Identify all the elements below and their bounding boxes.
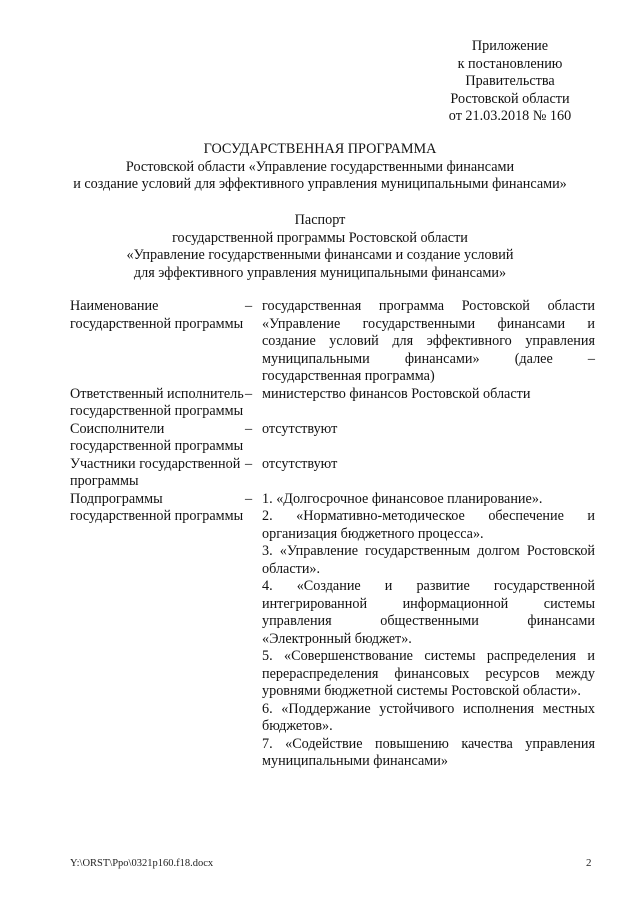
annex-line: Ростовской области	[450, 90, 570, 107]
footer-page-number: 2	[586, 857, 592, 869]
row-label: Участники государственной программы	[70, 455, 241, 489]
program-title-line: и создание условий для эффективного управления муниципальными финансами»	[73, 176, 567, 192]
passport-row-coexecutors	[70, 421, 595, 456]
program-title-line: ГОСУДАРСТВЕННАЯ ПРОГРАММА	[203, 141, 437, 157]
row-value: министерство финансов Ростовской области	[262, 385, 531, 402]
row-label: Подпрограммы государственной программы	[70, 490, 244, 524]
row-dash: –	[245, 385, 253, 402]
footer-file-path: Y:\ORST\Ppo\0321p160.f18.docx	[70, 858, 214, 869]
passport-title-line: для эффективного управления муниципальными финансами»	[133, 264, 507, 281]
row-value: отсутствуют	[262, 455, 338, 472]
passport-row-responsible	[70, 386, 595, 421]
subprogram-item: 2. «Нормативно-методическое обеспечение и организация бюджетного процесса».	[262, 508, 595, 542]
passport-title-line: Паспорт	[294, 212, 346, 228]
annex-line: Правительства	[465, 73, 555, 89]
program-title-line: Ростовской области «Управление государственными финансами	[125, 158, 515, 175]
passport-title	[40, 212, 600, 282]
passport-title-line: государственной программы Ростовской области	[172, 229, 468, 246]
row-value: отсутствуют	[262, 420, 338, 437]
annex-line: Приложение	[471, 38, 549, 54]
row-dash: –	[245, 298, 253, 314]
subprogram-item: 6. «Поддержание устойчивого исполнения местных бюджетов».	[262, 700, 595, 734]
row-dash: –	[245, 420, 253, 437]
row-dash: –	[245, 490, 253, 507]
subprogram-item: 5. «Совершенствование системы распределения и перераспределения финансовых ресурсов между уровнями бюджетной системы Ростовской области».	[262, 648, 595, 699]
passport-row-name	[70, 298, 595, 386]
subprogram-item: 7. «Содействие повышению качества управления муниципальными финансами»	[262, 735, 595, 769]
annex-block	[405, 38, 615, 126]
passport-row-subprograms	[70, 491, 595, 771]
row-dash: –	[245, 455, 253, 472]
annex-line: от 21.03.2018 № 160	[448, 108, 572, 124]
subprogram-item: 4. «Создание и развитие государственной интегрированной информационной системы управления общественными финансами «Электронный бюджет».	[262, 578, 595, 647]
row-label: Наименование государственной программы	[70, 298, 244, 332]
row-value: государственная программа Ростовской области «Управление государственными финансами и создание условий для эффективного управления муниципальными финансами» (далее – государственная программа)	[262, 298, 595, 384]
row-label: Соисполнители государственной программы	[70, 420, 244, 454]
passport-table	[70, 298, 595, 771]
annex-line: к постановлению	[457, 55, 563, 72]
passport-title-line: «Управление государственными финансами и создание условий	[126, 247, 514, 263]
subprogram-item: 1. «Долгосрочное финансовое планирование».	[262, 490, 543, 507]
subprogram-list	[262, 491, 595, 771]
subprogram-item: 3. «Управление государственным долгом Ростовской области».	[262, 543, 595, 577]
program-title	[40, 141, 600, 194]
passport-row-participants	[70, 456, 595, 491]
row-label: Ответственный исполнитель государственной программы	[70, 385, 244, 419]
